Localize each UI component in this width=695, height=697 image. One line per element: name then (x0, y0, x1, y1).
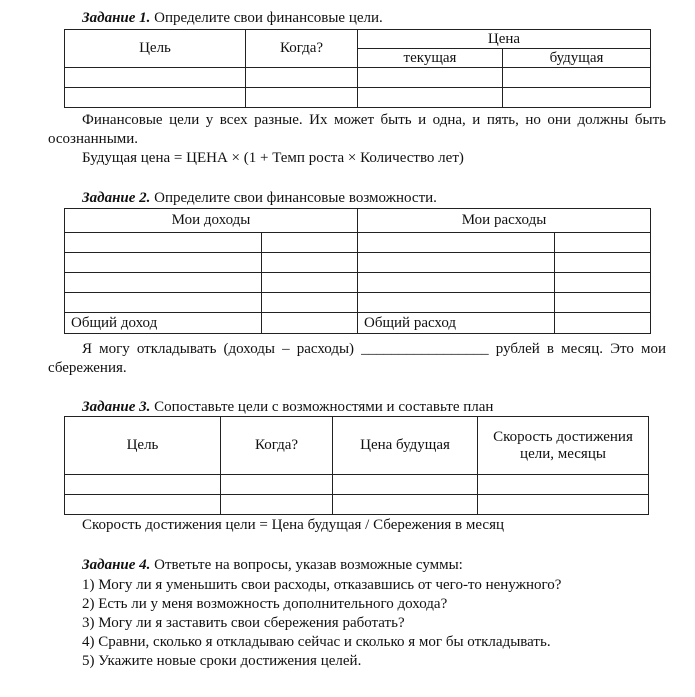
question-item: 1) Могу ли я уменьшить свои расходы, отказавшись от чего-то ненужного? (82, 577, 562, 593)
table-row (65, 273, 651, 293)
table-cell[interactable] (333, 475, 478, 495)
savings-line: Я могу откладывать (доходы – расходы) _________________ рублей в месяц. Это мои сбережения. (48, 341, 666, 376)
table-cell[interactable] (478, 475, 649, 495)
table-row (65, 233, 651, 253)
table-cell[interactable] (358, 273, 555, 293)
total-income-label: Общий доход (65, 313, 262, 334)
table-cell[interactable] (65, 475, 221, 495)
table-row (65, 293, 651, 313)
table-cell[interactable] (65, 495, 221, 515)
table-cell[interactable] (262, 273, 358, 293)
table-cell[interactable] (65, 293, 262, 313)
task3-label: Задание 3. (82, 399, 151, 415)
task3-title (82, 398, 493, 417)
goals-note: Финансовые цели у всех разные. Их может быть и одна, и пять, но они должны быть осознанными. (48, 112, 666, 147)
table-cell[interactable] (65, 68, 246, 88)
table-cell[interactable] (555, 273, 651, 293)
col-current-price: текущая (358, 49, 503, 68)
task2-title (82, 189, 437, 208)
table-cell[interactable] (503, 68, 651, 88)
table-cell[interactable] (246, 88, 358, 108)
table-cell[interactable] (65, 233, 262, 253)
col-speed: Скорость достижения цели, месяцы (478, 417, 649, 475)
table-row (65, 475, 649, 495)
table-cell[interactable] (358, 233, 555, 253)
col-future-price: Цена будущая (333, 417, 478, 475)
task4-label: Задание 4. (82, 557, 151, 573)
task3-text: Сопоставьте цели с возможностями и составьте план (150, 399, 494, 415)
table-cell[interactable] (221, 495, 333, 515)
task2-label: Задание 2. (82, 190, 151, 206)
goals-table (64, 29, 651, 108)
table-cell[interactable] (358, 293, 555, 313)
task4-title (82, 556, 463, 575)
table-cell[interactable] (358, 68, 503, 88)
col-expense: Мои расходы (358, 209, 651, 233)
question-item: 5) Укажите новые сроки достижения целей. (82, 653, 362, 669)
task4-text: Ответьте на вопросы, указав возможные суммы: (150, 557, 463, 573)
col-future-price: будущая (503, 49, 651, 68)
total-expense-label: Общий расход (358, 313, 555, 334)
table-row (65, 253, 651, 273)
table-cell[interactable] (358, 88, 503, 108)
task1-label: Задание 1. (82, 10, 151, 26)
table-cell[interactable] (246, 68, 358, 88)
table-cell[interactable] (262, 253, 358, 273)
task1-text: Определите свои финансовые цели. (150, 10, 383, 26)
question-item: 4) Сравни, сколько я откладываю сейчас и сколько я мог бы откладывать. (82, 634, 551, 650)
table-cell[interactable] (503, 88, 651, 108)
col-goal: Цель (65, 417, 221, 475)
table-cell[interactable] (478, 495, 649, 515)
col-goal: Цель (65, 30, 246, 68)
table-row (65, 88, 651, 108)
question-item: 3) Могу ли я заставить свои сбережения работать? (82, 615, 405, 631)
col-income: Мои доходы (65, 209, 358, 233)
question-list (82, 576, 561, 671)
table-row (65, 495, 649, 515)
col-when: Когда? (246, 30, 358, 68)
total-expense-cell[interactable] (555, 313, 651, 334)
table-cell[interactable] (65, 88, 246, 108)
table-cell[interactable] (555, 253, 651, 273)
col-price: Цена (358, 30, 651, 49)
question-item: 2) Есть ли у меня возможность дополнительного дохода? (82, 596, 448, 612)
future-price-formula: Будущая цена = ЦЕНА × (1 + Темп роста × Количество лет) (82, 150, 464, 166)
table-row (65, 68, 651, 88)
table-cell[interactable] (262, 293, 358, 313)
plan-table (64, 416, 649, 515)
table-cell[interactable] (555, 293, 651, 313)
speed-formula: Скорость достижения цели = Цена будущая / Сбережения в месяц (82, 517, 504, 533)
table-cell[interactable] (221, 475, 333, 495)
table-cell[interactable] (262, 233, 358, 253)
table-cell[interactable] (65, 273, 262, 293)
table-cell[interactable] (333, 495, 478, 515)
col-when: Когда? (221, 417, 333, 475)
total-income-cell[interactable] (262, 313, 358, 334)
table-cell[interactable] (65, 253, 262, 273)
totals-row (65, 313, 651, 334)
budget-table (64, 208, 651, 334)
table-cell[interactable] (555, 233, 651, 253)
task2-text: Определите свои финансовые возможности. (150, 190, 437, 206)
task1-title (82, 9, 383, 28)
table-cell[interactable] (358, 253, 555, 273)
